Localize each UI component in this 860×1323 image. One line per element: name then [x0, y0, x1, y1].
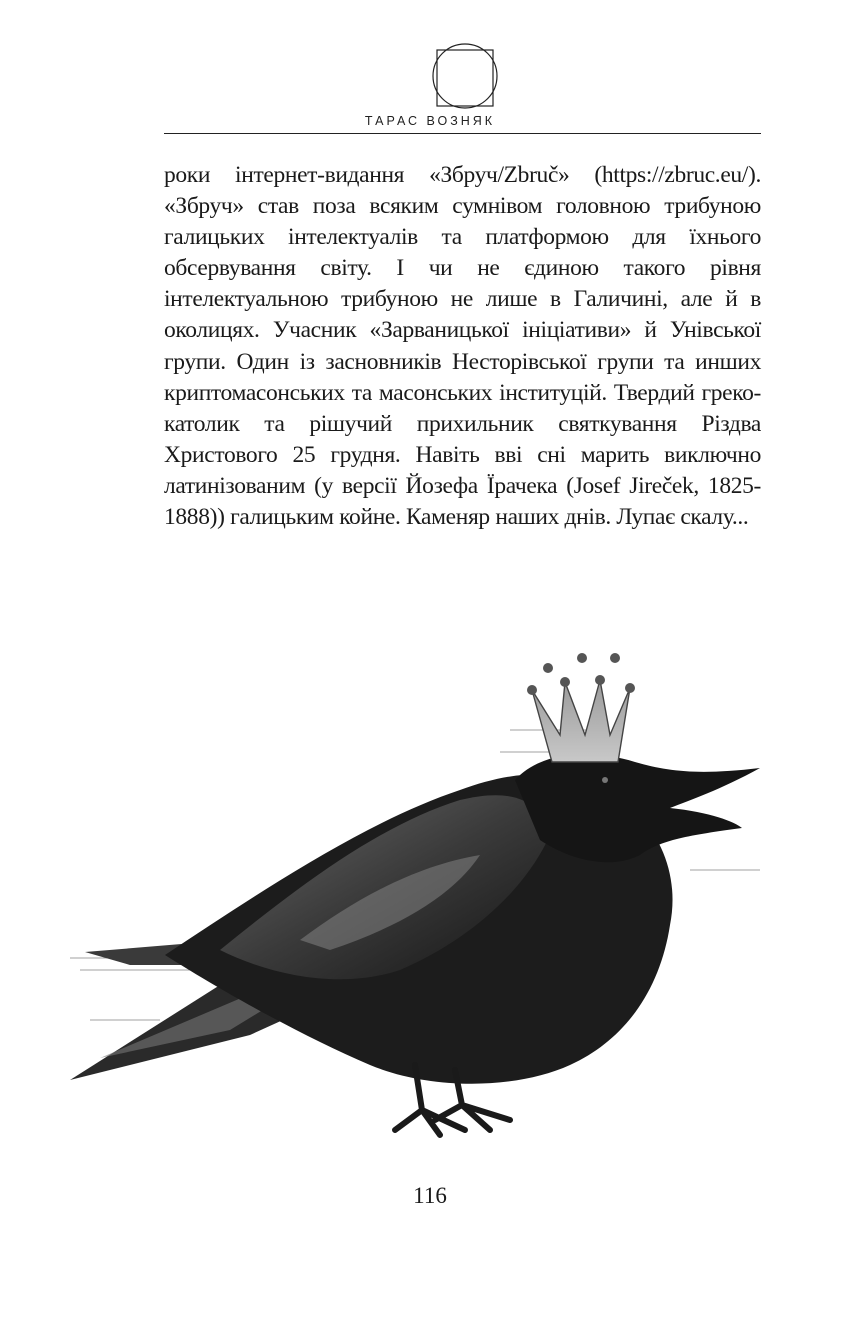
page-number: 116	[413, 1183, 447, 1208]
circle-square-emblem-icon	[431, 42, 499, 110]
crowned-crow-illustration-icon	[70, 640, 770, 1170]
header-rule	[164, 133, 761, 134]
body-paragraph: роки інтернет-видання «Збруч/Zbruč» (https://zbruc.eu/). «Збруч» став поза всяким сумнівом головною трибуною галицьких інтелектуалів та платформою для їхнього обсервування світу. І чи не єдиною такого рівня інтелектуальною трибуною не лише в Галичині, але й в околицях. Учасник «Зарваницької ініціативи» й Унівської групи. Один із засновників Несторівської групи та инших криптомасонських та масонських інституцій. Твердий греко-католик та рішучий прихильник святкування Різдва Христового 25 грудня. Навіть вві сні марить виключно латинізованим (у версії Йозефа Їрачека (Josef Jireček, 1825-1888)) галицьким койне. Каменяр наших днів. Лупає скалу...	[164, 162, 761, 531]
running-header-author: ТАРАС ВОЗНЯК	[364, 114, 496, 128]
